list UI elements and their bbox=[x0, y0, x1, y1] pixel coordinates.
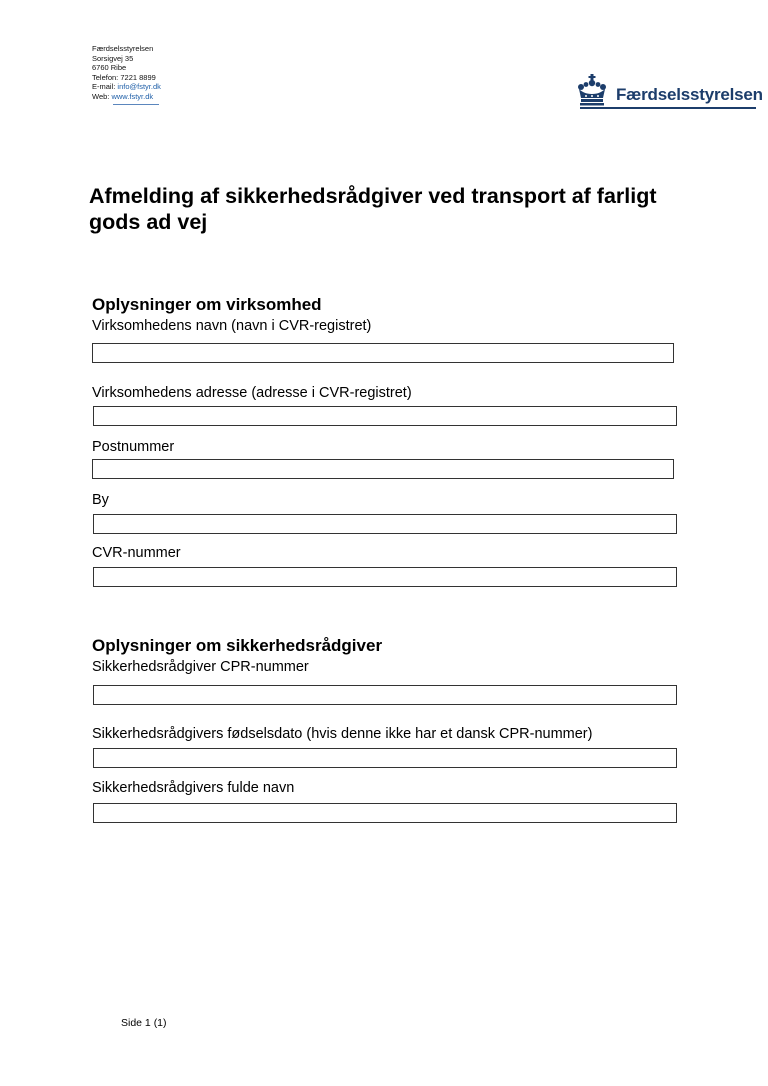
label-city: By bbox=[92, 492, 109, 508]
agency-logo bbox=[576, 74, 763, 110]
section-heading-advisor: Oplysninger om sikkerhedsrådgiver bbox=[92, 636, 383, 655]
web-label: Web: bbox=[92, 91, 112, 101]
logo-text: Færdselsstyrelsen bbox=[616, 85, 763, 104]
sender-street: Sorsigvej 35 bbox=[92, 53, 134, 63]
sender-city: 6760 Ribe bbox=[92, 63, 127, 73]
sender-address bbox=[92, 44, 161, 102]
logo-underline bbox=[580, 107, 756, 109]
sender-phone: Telefon: 7221 8899 bbox=[92, 72, 156, 82]
web-link[interactable]: www.fstyr.dk bbox=[111, 91, 154, 101]
section-heading-company: Oplysninger om virksomhed bbox=[92, 295, 322, 314]
postal-code-field[interactable] bbox=[92, 459, 674, 479]
advisor-birthdate-field[interactable] bbox=[93, 748, 677, 768]
label-advisor-birthdate: Sikkerhedsrådgivers fødselsdato (hvis denne ikke har et dansk CPR-nummer) bbox=[92, 726, 593, 742]
company-address-field[interactable] bbox=[93, 406, 677, 426]
email-link[interactable]: info@fstyr.dk bbox=[117, 82, 161, 92]
label-cvr-number: CVR-nummer bbox=[92, 545, 181, 561]
sender-web-line bbox=[92, 92, 161, 102]
city-field[interactable] bbox=[93, 514, 677, 534]
cvr-number-field[interactable] bbox=[93, 567, 677, 587]
label-postal-code: Postnummer bbox=[92, 439, 175, 455]
page-number: Side 1 (1) bbox=[121, 1017, 167, 1029]
label-advisor-full-name: Sikkerhedsrådgivers fulde navn bbox=[92, 780, 295, 796]
label-company-name: Virksomhedens navn (navn i CVR-registret) bbox=[92, 318, 372, 334]
sender-email-line bbox=[92, 82, 161, 92]
crown-icon bbox=[576, 74, 608, 106]
label-advisor-cpr: Sikkerhedsrådgiver CPR-nummer bbox=[92, 659, 309, 675]
email-label: E-mail: bbox=[92, 82, 118, 92]
sender-name: Færdselsstyrelsen bbox=[92, 44, 154, 53]
label-company-address: Virksomhedens adresse (adresse i CVR-registret) bbox=[92, 385, 412, 401]
advisor-full-name-field[interactable] bbox=[93, 803, 677, 823]
page-title: Afmelding af sikkerhedsrådgiver ved transport af farligt gods ad vej bbox=[89, 184, 657, 234]
company-name-field[interactable] bbox=[92, 343, 674, 363]
web-link-underline bbox=[113, 104, 159, 105]
advisor-cpr-field[interactable] bbox=[93, 685, 677, 705]
